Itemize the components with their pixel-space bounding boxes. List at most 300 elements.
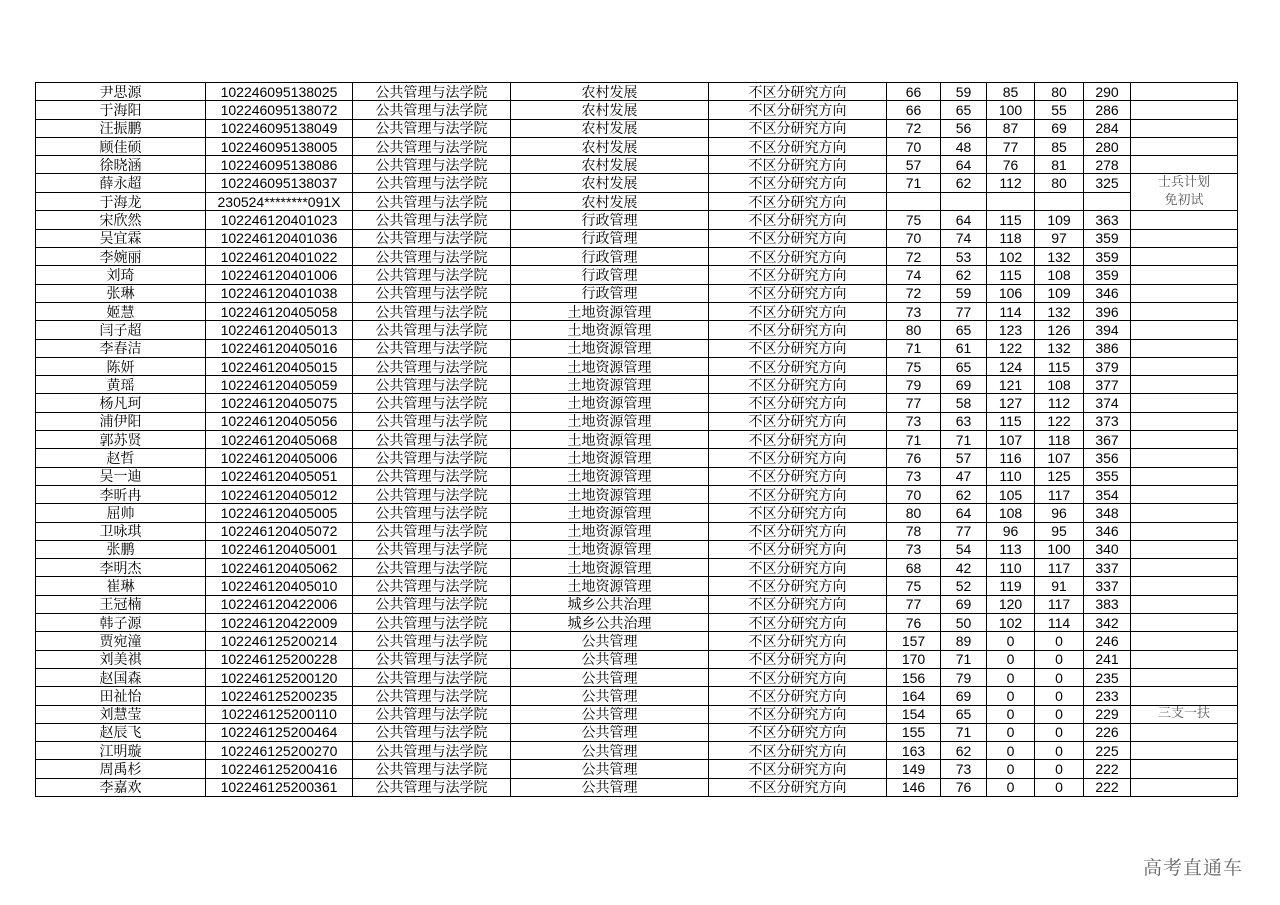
cell-total: 394 [1084,321,1131,339]
cell-college: 公共管理与法学院 [353,778,511,796]
cell-score3: 116 [987,449,1035,467]
cell-score3: 122 [987,339,1035,357]
cell-score2: 61 [941,339,987,357]
cell-remark [1131,614,1238,632]
cell-name: 闫子超 [36,321,206,339]
cell-college: 公共管理与法学院 [353,339,511,357]
table-row [36,83,1238,101]
watermark: 高考直通车 [1143,858,1244,879]
cell-score3: 110 [987,559,1035,577]
cell-score2: 64 [941,156,987,174]
cell-score2: 76 [941,778,987,796]
cell-name: 黄瑶 [36,376,206,394]
cell-college: 公共管理与法学院 [353,760,511,778]
cell-score2: 62 [941,266,987,284]
table-row [36,156,1238,174]
cell-exam_id: 102246125200270 [206,742,353,760]
cell-score3: 114 [987,302,1035,320]
cell-score2: 77 [941,302,987,320]
cell-score3 [987,192,1035,211]
cell-major: 公共管理 [511,687,709,705]
table-row [36,449,1238,467]
cell-total: 359 [1084,266,1131,284]
cell-score1: 146 [887,778,941,796]
cell-score1: 76 [887,449,941,467]
cell-score1: 73 [887,302,941,320]
remark-line: 士兵计划 [1157,175,1210,191]
cell-score2: 73 [941,760,987,778]
cell-exam_id: 102246120405010 [206,577,353,595]
cell-college: 公共管理与法学院 [353,248,511,266]
cell-remark [1131,595,1238,613]
cell-college: 公共管理与法学院 [353,668,511,686]
cell-total: 386 [1084,339,1131,357]
cell-college: 公共管理与法学院 [353,266,511,284]
cell-name: 田祉怡 [36,687,206,705]
cell-exam_id: 102246125200416 [206,760,353,778]
cell-remark [1131,412,1238,430]
cell-major: 农村发展 [511,101,709,119]
cell-score2: 48 [941,137,987,155]
cell-score4: 115 [1035,357,1084,375]
cell-direction: 不区分研究方向 [709,632,887,650]
cell-major: 土地资源管理 [511,339,709,357]
cell-total: 246 [1084,632,1131,650]
cell-direction: 不区分研究方向 [709,431,887,449]
cell-score2: 47 [941,467,987,485]
cell-score1: 163 [887,742,941,760]
cell-total: 342 [1084,614,1131,632]
cell-score1: 74 [887,266,941,284]
cell-direction: 不区分研究方向 [709,778,887,796]
table-row [36,266,1238,284]
cell-exam_id: 102246125200361 [206,778,353,796]
table-row [36,339,1238,357]
cell-remark [1131,174,1238,211]
cell-major: 土地资源管理 [511,302,709,320]
cell-score1: 77 [887,394,941,412]
cell-major: 城乡公共治理 [511,614,709,632]
cell-score3: 127 [987,394,1035,412]
cell-direction: 不区分研究方向 [709,595,887,613]
cell-remark [1131,321,1238,339]
cell-remark [1131,449,1238,467]
cell-exam_id: 102246125200214 [206,632,353,650]
cell-score4: 117 [1035,559,1084,577]
cell-score2: 63 [941,412,987,430]
cell-score1: 72 [887,284,941,302]
cell-direction: 不区分研究方向 [709,119,887,137]
cell-college: 公共管理与法学院 [353,540,511,558]
cell-direction: 不区分研究方向 [709,485,887,503]
cell-major: 公共管理 [511,668,709,686]
cell-total: 226 [1084,723,1131,741]
cell-college: 公共管理与法学院 [353,559,511,577]
table-row [36,614,1238,632]
cell-score3: 106 [987,284,1035,302]
cell-direction: 不区分研究方向 [709,101,887,119]
cell-remark [1131,394,1238,412]
cell-score4: 85 [1035,137,1084,155]
cell-name: 宋欣然 [36,211,206,229]
cell-score1: 149 [887,760,941,778]
cell-college: 公共管理与法学院 [353,485,511,503]
cell-score4: 118 [1035,431,1084,449]
cell-college: 公共管理与法学院 [353,449,511,467]
cell-total: 396 [1084,302,1131,320]
cell-name: 李嘉欢 [36,778,206,796]
table-row [36,687,1238,705]
table-row [36,376,1238,394]
cell-score1: 66 [887,83,941,101]
cell-exam_id: 102246125200464 [206,723,353,741]
cell-exam_id: 102246120422006 [206,595,353,613]
cell-remark [1131,339,1238,357]
cell-direction: 不区分研究方向 [709,357,887,375]
cell-direction: 不区分研究方向 [709,248,887,266]
cell-major: 土地资源管理 [511,376,709,394]
cell-exam_id: 102246120401022 [206,248,353,266]
cell-direction: 不区分研究方向 [709,321,887,339]
cell-score1: 76 [887,614,941,632]
cell-remark [1131,668,1238,686]
cell-total: 222 [1084,760,1131,778]
cell-score2: 62 [941,742,987,760]
table-row [36,632,1238,650]
cell-score2: 62 [941,485,987,503]
cell-score1: 154 [887,705,941,723]
cell-score1: 80 [887,321,941,339]
cell-score4: 69 [1035,119,1084,137]
cell-score2: 71 [941,723,987,741]
cell-total: 229 [1084,705,1131,723]
cell-exam_id: 102246125200228 [206,650,353,668]
cell-name: 杨凡珂 [36,394,206,412]
cell-total: 222 [1084,778,1131,796]
cell-major: 土地资源管理 [511,504,709,522]
cell-remark [1131,266,1238,284]
cell-name: 李明杰 [36,559,206,577]
cell-total: 235 [1084,668,1131,686]
cell-total: 354 [1084,485,1131,503]
cell-total: 373 [1084,412,1131,430]
cell-score4: 95 [1035,522,1084,540]
cell-total: 284 [1084,119,1131,137]
cell-total: 290 [1084,83,1131,101]
cell-score3: 115 [987,266,1035,284]
cell-remark [1131,248,1238,266]
cell-name: 王冠楠 [36,595,206,613]
cell-total: 346 [1084,284,1131,302]
cell-exam_id: 102246120405068 [206,431,353,449]
table-row [36,137,1238,155]
cell-direction: 不区分研究方向 [709,614,887,632]
cell-exam_id: 102246120405056 [206,412,353,430]
cell-score4: 125 [1035,467,1084,485]
cell-exam_id: 102246095138037 [206,174,353,193]
cell-direction: 不区分研究方向 [709,577,887,595]
cell-direction: 不区分研究方向 [709,412,887,430]
cell-exam_id: 102246120405013 [206,321,353,339]
cell-score3: 77 [987,137,1035,155]
cell-direction: 不区分研究方向 [709,302,887,320]
cell-name: 吴一迪 [36,467,206,485]
cell-total: 340 [1084,540,1131,558]
cell-score3: 121 [987,376,1035,394]
cell-score1: 170 [887,650,941,668]
cell-direction: 不区分研究方向 [709,742,887,760]
cell-college: 公共管理与法学院 [353,192,511,211]
cell-score1: 57 [887,156,941,174]
cell-direction: 不区分研究方向 [709,449,887,467]
table-row [36,778,1238,796]
cell-name: 屈帅 [36,504,206,522]
cell-score1: 71 [887,174,941,193]
cell-score1: 68 [887,559,941,577]
cell-exam_id: 102246120405058 [206,302,353,320]
cell-score4: 109 [1035,211,1084,229]
cell-score1: 79 [887,376,941,394]
cell-college: 公共管理与法学院 [353,83,511,101]
cell-score1: 73 [887,412,941,430]
cell-exam_id: 102246125200110 [206,705,353,723]
cell-score1: 164 [887,687,941,705]
cell-score1: 66 [887,101,941,119]
cell-exam_id: 102246120401006 [206,266,353,284]
cell-score1: 80 [887,504,941,522]
cell-major: 行政管理 [511,229,709,247]
cell-remark [1131,485,1238,503]
cell-major: 农村发展 [511,192,709,211]
cell-direction: 不区分研究方向 [709,705,887,723]
cell-score2: 65 [941,357,987,375]
cell-score2: 69 [941,687,987,705]
cell-major: 公共管理 [511,705,709,723]
cell-exam_id: 102246095138072 [206,101,353,119]
cell-exam_id: 102246120405012 [206,485,353,503]
cell-major: 公共管理 [511,742,709,760]
cell-direction: 不区分研究方向 [709,192,887,211]
cell-total [1084,192,1131,211]
cell-total: 363 [1084,211,1131,229]
cell-score3: 85 [987,83,1035,101]
table-row [36,540,1238,558]
cell-score3: 110 [987,467,1035,485]
cell-exam_id: 102246120401023 [206,211,353,229]
cell-name: 李春洁 [36,339,206,357]
cell-major: 公共管理 [511,650,709,668]
cell-score1: 156 [887,668,941,686]
cell-major: 农村发展 [511,83,709,101]
table-row [36,321,1238,339]
cell-major: 公共管理 [511,760,709,778]
cell-total: 359 [1084,229,1131,247]
cell-score3: 96 [987,522,1035,540]
cell-direction: 不区分研究方向 [709,174,887,193]
cell-total: 337 [1084,559,1131,577]
cell-score2: 59 [941,284,987,302]
cell-score3: 0 [987,723,1035,741]
cell-college: 公共管理与法学院 [353,302,511,320]
cell-exam_id: 102246120405005 [206,504,353,522]
cell-score4: 100 [1035,540,1084,558]
cell-name: 刘慧莹 [36,705,206,723]
cell-major: 行政管理 [511,211,709,229]
cell-major: 土地资源管理 [511,467,709,485]
cell-direction: 不区分研究方向 [709,229,887,247]
cell-direction: 不区分研究方向 [709,650,887,668]
cell-major: 土地资源管理 [511,394,709,412]
cell-college: 公共管理与法学院 [353,211,511,229]
cell-score3: 0 [987,705,1035,723]
table-row [36,211,1238,229]
cell-total: 356 [1084,449,1131,467]
cell-name: 刘琦 [36,266,206,284]
cell-name: 陈妍 [36,357,206,375]
cell-score4: 0 [1035,778,1084,796]
cell-score1: 71 [887,339,941,357]
cell-major: 土地资源管理 [511,449,709,467]
table-row [36,101,1238,119]
table-row [36,229,1238,247]
cell-score4: 0 [1035,687,1084,705]
cell-college: 公共管理与法学院 [353,467,511,485]
cell-college: 公共管理与法学院 [353,522,511,540]
cell-direction: 不区分研究方向 [709,156,887,174]
table-row [36,595,1238,613]
cell-total: 225 [1084,742,1131,760]
cell-college: 公共管理与法学院 [353,174,511,193]
cell-major: 行政管理 [511,248,709,266]
cell-score3: 76 [987,156,1035,174]
cell-major: 土地资源管理 [511,485,709,503]
cell-remark [1131,559,1238,577]
cell-score4: 81 [1035,156,1084,174]
cell-direction: 不区分研究方向 [709,266,887,284]
cell-name: 郭苏贤 [36,431,206,449]
cell-remark: 三支一扶 [1131,705,1238,723]
cell-score2: 69 [941,595,987,613]
cell-score3: 107 [987,431,1035,449]
cell-remark [1131,376,1238,394]
cell-direction: 不区分研究方向 [709,540,887,558]
cell-name: 周禹杉 [36,760,206,778]
cell-name: 韩子源 [36,614,206,632]
cell-score1: 72 [887,248,941,266]
cell-remark [1131,284,1238,302]
cell-total: 286 [1084,101,1131,119]
cell-name: 于海龙 [36,192,206,211]
cell-score2: 64 [941,504,987,522]
cell-total: 337 [1084,577,1131,595]
cell-name: 李昕冉 [36,485,206,503]
table-row [36,650,1238,668]
cell-remark [1131,778,1238,796]
cell-direction: 不区分研究方向 [709,723,887,741]
cell-score2: 62 [941,174,987,193]
table-row [36,394,1238,412]
cell-college: 公共管理与法学院 [353,614,511,632]
cell-name: 贾宛潼 [36,632,206,650]
cell-score4: 126 [1035,321,1084,339]
cell-score3: 118 [987,229,1035,247]
cell-major: 城乡公共治理 [511,595,709,613]
cell-score4: 132 [1035,248,1084,266]
cell-total: 278 [1084,156,1131,174]
cell-score2: 64 [941,211,987,229]
cell-major: 农村发展 [511,137,709,155]
cell-name: 赵辰飞 [36,723,206,741]
cell-score4: 91 [1035,577,1084,595]
cell-name: 赵国森 [36,668,206,686]
cell-score2: 65 [941,321,987,339]
cell-name: 江明璇 [36,742,206,760]
cell-score4: 107 [1035,449,1084,467]
cell-college: 公共管理与法学院 [353,705,511,723]
cell-total: 325 [1084,174,1131,193]
cell-college: 公共管理与法学院 [353,156,511,174]
cell-score1: 75 [887,211,941,229]
cell-major: 行政管理 [511,266,709,284]
cell-exam_id: 102246120405062 [206,559,353,577]
cell-score4: 96 [1035,504,1084,522]
cell-score3: 0 [987,687,1035,705]
cell-score4: 80 [1035,83,1084,101]
cell-direction: 不区分研究方向 [709,376,887,394]
table-row [36,284,1238,302]
cell-exam_id: 102246120405051 [206,467,353,485]
cell-remark [1131,504,1238,522]
cell-score1: 72 [887,119,941,137]
cell-college: 公共管理与法学院 [353,376,511,394]
cell-remark [1131,467,1238,485]
cell-college: 公共管理与法学院 [353,687,511,705]
cell-score3: 0 [987,650,1035,668]
cell-direction: 不区分研究方向 [709,211,887,229]
cell-score2: 65 [941,101,987,119]
cell-score1: 75 [887,577,941,595]
cell-score4: 0 [1035,705,1084,723]
cell-score4 [1035,192,1084,211]
cell-remark [1131,83,1238,101]
cell-score3: 115 [987,412,1035,430]
cell-remark [1131,101,1238,119]
cell-score4: 0 [1035,632,1084,650]
cell-direction: 不区分研究方向 [709,687,887,705]
cell-score4: 0 [1035,742,1084,760]
cell-college: 公共管理与法学院 [353,504,511,522]
cell-score2: 54 [941,540,987,558]
table-row [36,119,1238,137]
cell-score3: 0 [987,778,1035,796]
cell-score4: 80 [1035,174,1084,193]
cell-major: 农村发展 [511,174,709,193]
cell-score1: 71 [887,431,941,449]
cell-score4: 109 [1035,284,1084,302]
cell-college: 公共管理与法学院 [353,101,511,119]
cell-exam_id: 102246120405015 [206,357,353,375]
cell-exam_id: 102246120401036 [206,229,353,247]
cell-college: 公共管理与法学院 [353,742,511,760]
cell-score3: 108 [987,504,1035,522]
cell-score3: 0 [987,632,1035,650]
cell-score4: 108 [1035,266,1084,284]
cell-major: 行政管理 [511,284,709,302]
cell-score4: 117 [1035,595,1084,613]
cell-name: 于海阳 [36,101,206,119]
table-row [36,467,1238,485]
cell-score3: 0 [987,742,1035,760]
